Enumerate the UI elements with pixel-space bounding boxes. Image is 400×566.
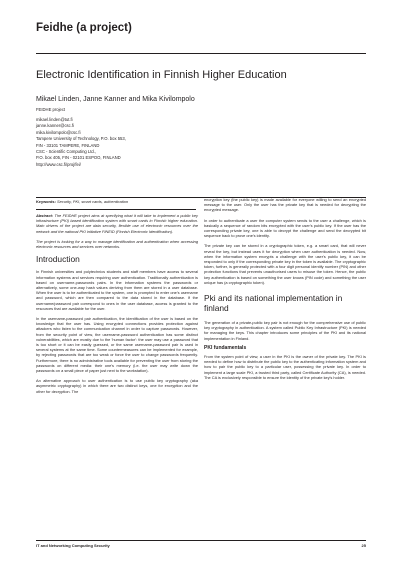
top-rule	[36, 53, 366, 54]
section-title: Feidhe (a project)	[36, 22, 132, 34]
intro-paragraph-3: An alternative approach to user authentication is to use public key cryptography (aka asymmetric cryptography) in which there are two distinct keys, one for encryption and the other for decryption. The	[36, 378, 198, 394]
contact-address-3: CSC - Scientific Computing Ltd.,	[36, 149, 97, 155]
right-paragraph-3: The private key can be stored in a cryptographic token, e.g. a smart card, that will never reveal the key, but instead uses it for decryption when user authentication is needed. Now, when the information system encrypts a challenge with the user's public key, it can be responded to only if the corresponding private key in the token is available. The cryptographic token, further, is generally protected with a four digit personal identify number (PIN) and other protection functions that prevents unauthorised users to misuse the token. Hence, the public key authentication is based on something the user knows (PIN code) and something the user unique has (a cryptographic token).	[204, 243, 366, 285]
abstract-label: Abstract:	[36, 213, 54, 218]
keywords	[36, 199, 196, 204]
contact-email-2: janne.kanner@csc.fi	[36, 123, 75, 129]
introduction-heading: Introduction	[36, 254, 80, 265]
pki-fundamentals-paragraph: From the system point of view, a user in the PKI is the owner of the private key. The PKI is needed to define how to distribute the public key to the authenticating information system and how to pair the public key to a particular user, possessing the private key. In order to implement a large scale PKI, a trusted third party, called Certificate Authority (CA), is needed. The CA is exclusively responsible to ensure the identity of the private key's holder.	[204, 354, 366, 380]
abstract-paragraph-1	[36, 213, 198, 234]
intro-paragraph-2: In the username-password pair authentication, the identification of the user is based on the knowledge that the user has. Using encrypted connections provides protection against attackers who listen to the communication channel in order to capture passwords. However, from the security point of view, the username-password authentication has some distinct vulnerabilities, which are mostly due to the 'human factor': the user may use a password that is too short or it can be easily guessed, or the same username-password pair is used in several systems at the same time. Some countermeasures can be implemented for example, by rejecting passwords that are too weak or force the user to change passwords frequently. Furthermore, there is no administrative tools available for preventing the user from storing the passwords on different media: their one's memory (i.e. the user may write down the passwords on a small piece of paper just next to the workstation).	[36, 316, 198, 374]
contact-address-2: FIN - 33101 TAMPERE, FINLAND	[36, 142, 100, 148]
authors: Mikael Linden, Janne Kanner and Mika Kivilompolo	[36, 96, 195, 103]
keywords-bottom-rule	[36, 209, 196, 210]
contact-email-3: mika.kivilompolo@csc.fi	[36, 129, 81, 135]
right-paragraph-2: In order to authenticate a user the computer system sends to the user a challenge, which is basically a sequence of random bits encrypted with the user's public key. If the user has the corresponding private key, one is able to decrypt the challenge and send the decrypted bit sequence back to prove one's identity.	[204, 217, 366, 239]
abstract-paragraph-2: The project is looking for a way to manage identification and authentication when accessing electronic resources and services over networks.	[36, 238, 198, 250]
intro-paragraph-1: In Finnish universities and polytechnics students and staff members have access to several information systems and services requiring user authentication. Traditionally authentication is based on username-passwords pairs. In the information systems the passwords or alternatively, some one-way hash values deriving from them are stored in a user database. When the user is to be authenticated to the system, one is prompted to enter one's username and password, which are then compared to the data stored in the database. If the username/password pair correspond to ones in the user database, access is granted to the resources that are available for the user.	[36, 269, 198, 311]
pki-heading: Pki and its national implementation in finland	[204, 293, 343, 314]
contact-address-4: P.O. box 405, FIN - 02101 ESPOO, FINLAND	[36, 155, 121, 161]
page-number: 25	[361, 543, 366, 548]
abstract	[36, 213, 198, 249]
abstract-text: The FEIDHE project aims at specifying what it will take to implement a public key infrastructure (PKI) based identification system with smart cards in Finnish higher education. Main drivers of the project are data security, flexible use of electronic resources over the network and the national PKI initiative FINEID (Finnish Electronic Identification).	[36, 213, 198, 234]
pki-paragraph: The generation of a private-public key pair is not enough for the comprehensive use of public key cryptography in authentication. A system called Public Key Infrastructure (PKI) is needed for managing the keys. This chapter introduces some principles of the PKI and its national implementation in Finland.	[204, 320, 366, 341]
keywords-text: Security, PKI, smart cards, authentication	[56, 199, 129, 204]
contact-url: http://www.csc.fi/proj/fei/	[36, 161, 81, 167]
contact-address-1: Tampere University of Technology, P.O. box 553,	[36, 136, 126, 142]
right-column	[204, 197, 366, 385]
footer-publication: IT and Networking Computing Security	[36, 543, 110, 548]
contact-block	[36, 117, 236, 168]
left-column	[36, 213, 198, 399]
footer-rule	[36, 540, 366, 541]
paper-title: Electronic Identification in Finnish Higher Education	[36, 69, 287, 81]
keywords-label: Keywords:	[36, 199, 56, 204]
pki-fundamentals-heading: PKI fundamentals	[204, 344, 247, 351]
affiliation: FEIDHE project	[36, 107, 66, 112]
right-paragraph-1: encryption key (the public key) is made available for everyone willing to send an encrypted message to the user. Only the user has the private key that is needed for decrypting the encrypted message.	[204, 197, 366, 213]
contact-email-1: mikael.linden@tut.fi	[36, 117, 73, 122]
